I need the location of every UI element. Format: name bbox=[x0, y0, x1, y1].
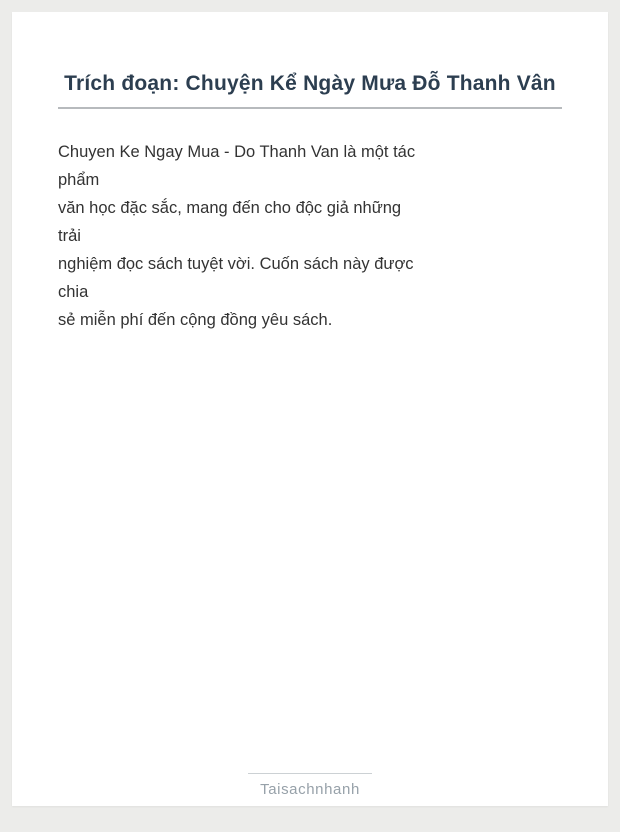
excerpt-line: văn học đặc sắc, mang đến cho độc giả những bbox=[58, 199, 402, 217]
excerpt-line: Chuyen Ke Ngay Mua - Do Thanh Van là một tác bbox=[58, 143, 416, 161]
excerpt-paragraph bbox=[58, 138, 562, 334]
excerpt-line: sẻ miễn phí đến cộng đồng yêu sách. bbox=[58, 311, 333, 329]
excerpt-line: phẩm bbox=[58, 171, 100, 189]
page-title: Trích đoạn: Chuyện Kể Ngày Mưa Đỗ Thanh Vân bbox=[64, 72, 556, 95]
title-divider bbox=[58, 107, 562, 109]
page-card bbox=[12, 12, 608, 806]
excerpt-line: trải bbox=[58, 227, 81, 245]
footer-divider bbox=[248, 773, 372, 774]
page-footer bbox=[12, 773, 608, 800]
excerpt-line: nghiệm đọc sách tuyệt vời. Cuốn sách này được bbox=[58, 255, 414, 273]
page-content bbox=[12, 12, 608, 334]
excerpt-line: chia bbox=[58, 283, 89, 301]
footer-brand: Taisachnhanh bbox=[260, 781, 360, 798]
